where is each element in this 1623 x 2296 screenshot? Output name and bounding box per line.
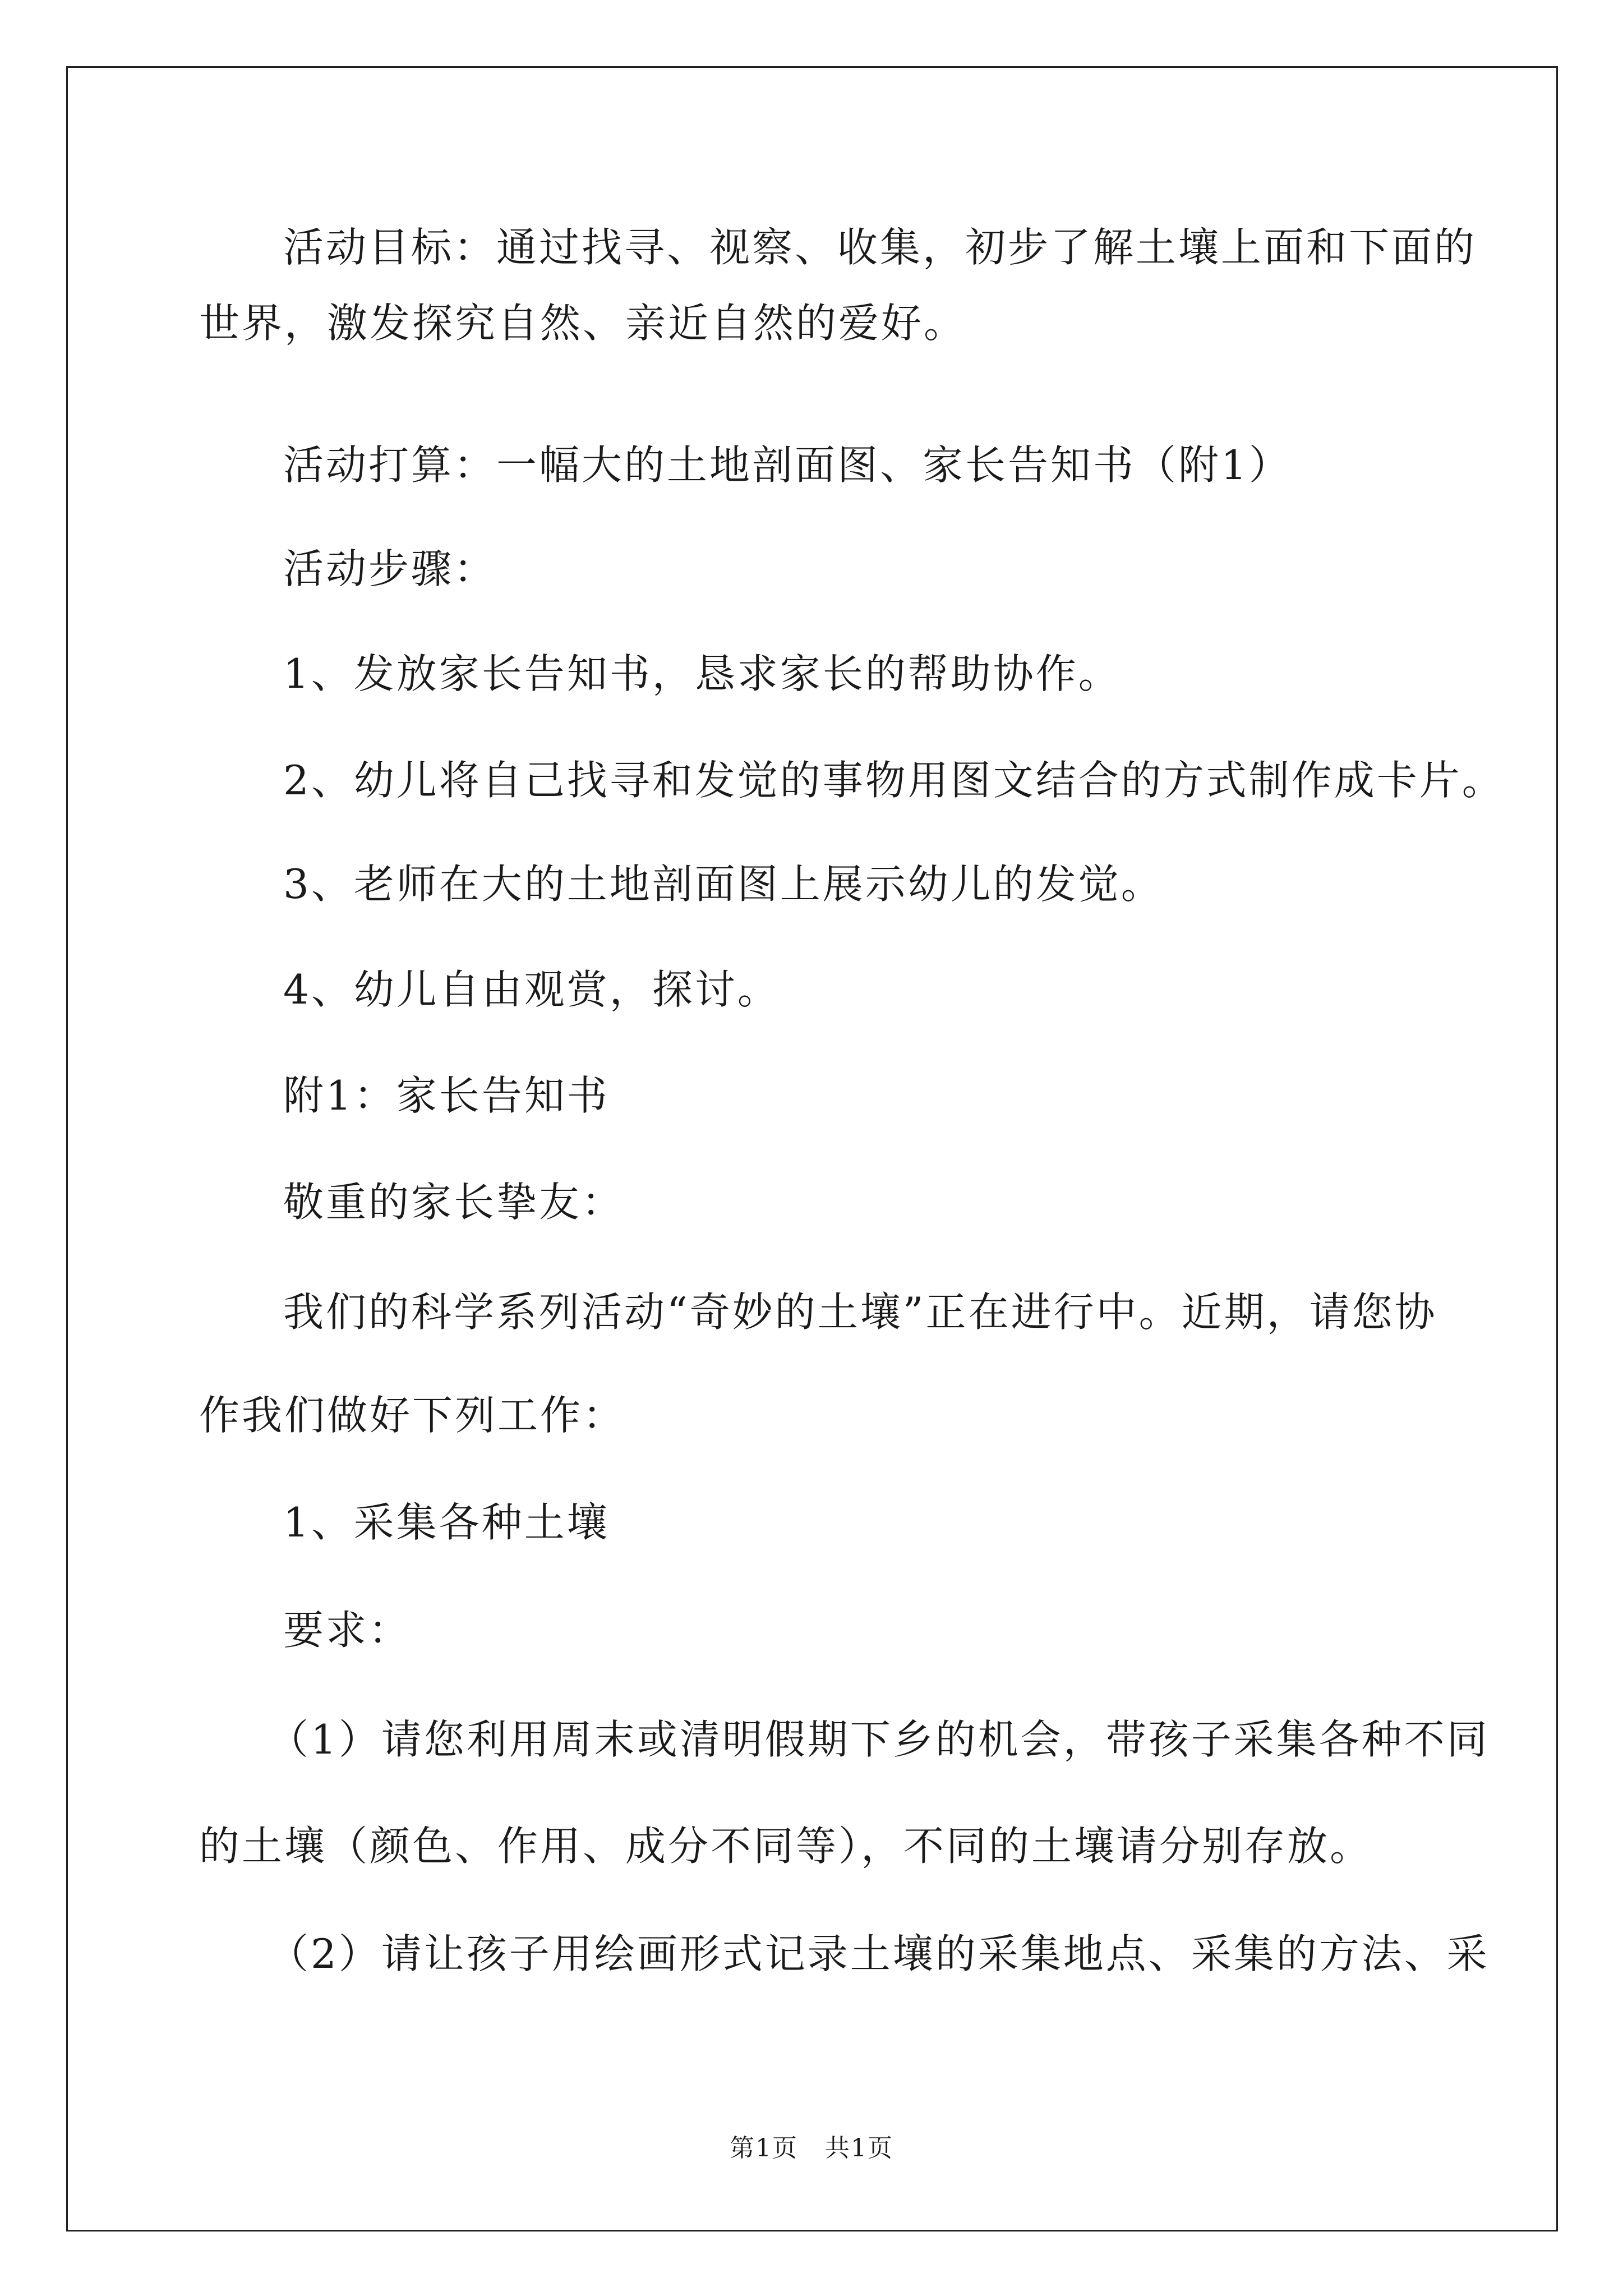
requirement-2: （2）请让孩子用绘画形式记录土壤的采集地点、采集的方法、采 [268,1930,1490,1977]
task-1-heading: 1、采集各种土壤 [283,1499,610,1546]
paragraph-goal: 活动目标：通过找寻、视察、收集，初步了解土壤上面和下面的 [283,224,1477,271]
step-4: 4、幼儿自由观赏，探讨。 [283,966,780,1013]
page-border [66,66,1558,2231]
paragraph-preparation: 活动打算：一幅大的土地剖面图、家长告知书（附1） [283,441,1292,489]
requirement-1: （1）请您利用周末或清明假期下乡的机会，带孩子采集各种不同 [268,1716,1490,1763]
appendix-heading: 附1：家长告知书 [283,1072,610,1119]
letter-intro: 我们的科学系列活动“奇妙的土壤”正在进行中。近期，请您协 [283,1289,1437,1336]
requirement-1-continued: 的土壤（颜色、作用、成分不同等），不同的土壤请分别存放。 [199,1823,1373,1870]
step-2: 2、幼儿将自己找寻和发觉的事物用图文结合的方式制作成卡片。 [283,757,1505,804]
letter-intro-continued: 作我们做好下列工作： [199,1392,626,1439]
step-1: 1、发放家长告知书，恳求家长的帮助协作。 [283,650,1121,697]
letter-salutation: 敬重的家长挚友： [283,1179,625,1226]
requirements-heading: 要求： [283,1607,412,1654]
page-footer: 第1页 共1页 [730,2134,893,2162]
paragraph-steps-heading: 活动步骤： [283,545,497,592]
step-3: 3、老师在大的土地剖面图上展示幼儿的发觉。 [283,861,1164,908]
paragraph-goal-continued: 世界，激发探究自然、亲近自然的爱好。 [199,300,967,347]
